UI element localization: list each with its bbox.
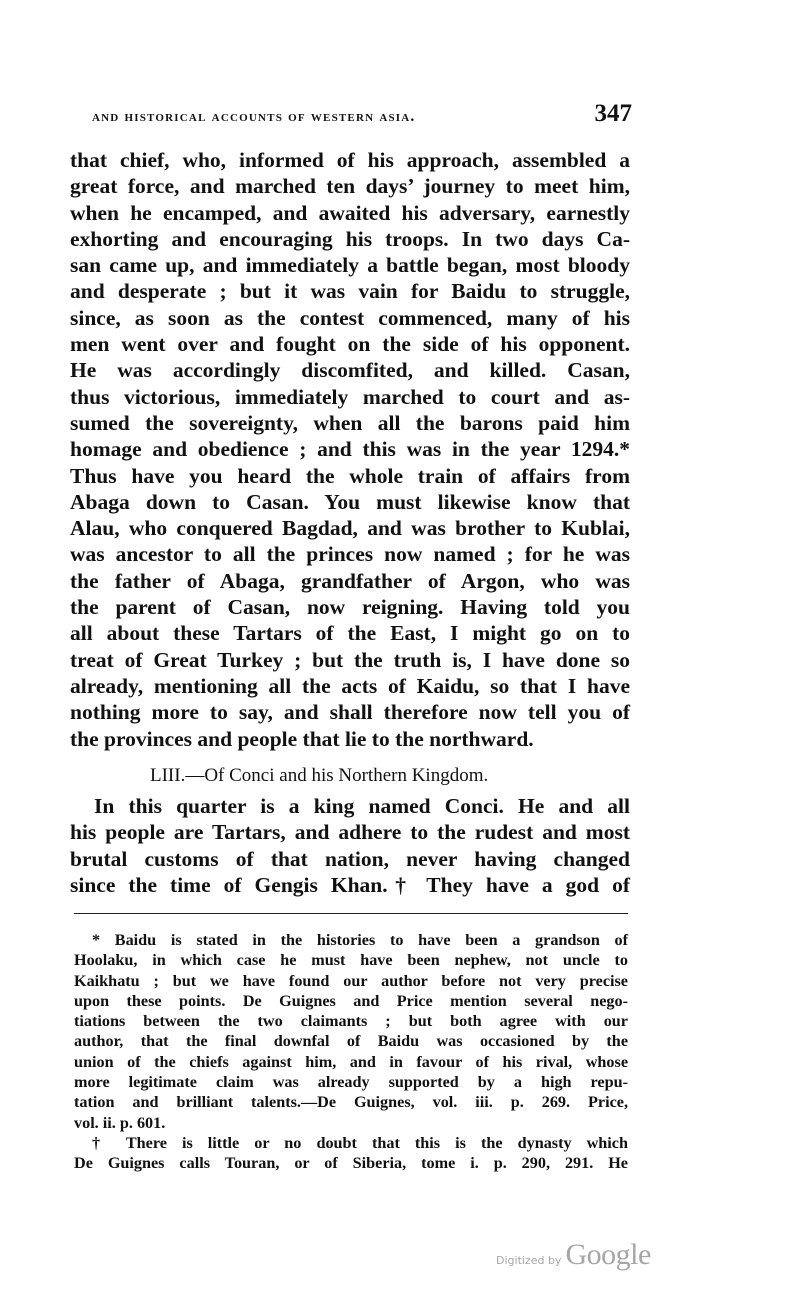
footnote-line: upon these points. De Guignes and Price mention several nego- (74, 991, 628, 1010)
text-line: In this quarter is a king named Conci. He and all (94, 794, 630, 818)
footnote-line: union of the chiefs against him, and in favour of his rival, whose (74, 1052, 628, 1071)
text-line: that chief, who, informed of his approach, assembled a (70, 148, 630, 172)
text-line: He was accordingly discomfited, and killed. Casan, (70, 358, 630, 383)
text-line: Abaga down to Casan. You must likewise know that (70, 489, 630, 514)
text-line: nothing more to say, and shall therefore now tell you of (70, 700, 630, 725)
text-line: san came up, and immediately a battle began, most bloody (70, 253, 630, 278)
text-line: great force, and marched ten days’ journey to meet him, (70, 174, 630, 199)
watermark-prefix: Digitized by (496, 1254, 562, 1267)
footnote-line: † There is little or no doubt that this is the dynasty which (92, 1133, 628, 1152)
text-line: exhorting and encouraging his troops. In two days Ca- (70, 226, 630, 251)
text-line: all about these Tartars of the East, I might go on to (70, 621, 630, 646)
running-head: and historical accounts of western asia. (92, 108, 416, 125)
text-line: Alau, who conquered Bagdad, and was brother to Kublai, (70, 516, 630, 541)
text-line: the parent of Casan, now reigning. Having told you (70, 595, 630, 620)
text-line: the father of Abaga, grandfather of Argon, who was (70, 568, 630, 593)
text-line: brutal customs of that nation, never having changed (70, 846, 630, 871)
page-header (92, 100, 632, 128)
footnote-line: author, that the final downfal of Baidu was occasioned by the (74, 1032, 628, 1051)
footnote-dagger (74, 1133, 628, 1174)
text-line: sumed the sovereignty, when all the barons paid him (70, 410, 630, 435)
footnote-line: tation and brilliant talents.—De Guignes, vol. iii. p. 269. Price, (74, 1093, 628, 1112)
text-line: the provinces and people that lie to the northward. (70, 726, 534, 751)
footnote-asterisk (74, 930, 628, 1133)
footnote-line: vol. ii. p. 601. (74, 1113, 166, 1132)
footnotes (74, 930, 628, 1174)
text-line: when he encamped, and awaited his adversary, earnestly (70, 200, 630, 225)
chapter-heading: LIII.—Of Conci and his Northern Kingdom. (150, 765, 489, 786)
text-line: was ancestor to all the princes now named ; for he was (70, 542, 630, 567)
text-line: and desperate ; but it was vain for Baidu to struggle, (70, 279, 630, 304)
google-logo: Google (565, 1238, 651, 1271)
text-line: since the time of Gengis Khan.† They have a god of (70, 872, 630, 897)
footnote-line: more legitimate claim was already supported by a high repu- (74, 1073, 628, 1092)
footnote-line: * Baidu is stated in the histories to have been a grandson of (92, 931, 628, 949)
text-line: thus victorious, immediately marched to court and as- (70, 384, 630, 409)
text-line: Thus have you heard the whole train of affairs from (70, 463, 630, 488)
footnote-line: Kaikhatu ; but we have found our author before not very precise (74, 971, 628, 990)
text-line: men went over and fought on the side of his opponent. (70, 332, 630, 357)
footnote-line: Hoolaku, in which case he must have been nephew, not uncle to (74, 951, 628, 970)
body-paragraph-2 (70, 793, 630, 898)
text-line: treat of Great Turkey ; but the truth is, I have done so (70, 647, 630, 672)
footnote-line: tiations between the two claimants ; but both agree with our (74, 1012, 628, 1031)
body-paragraph-1 (70, 147, 630, 752)
page-number: 347 (594, 100, 632, 127)
text-line: his people are Tartars, and adhere to the rudest and most (70, 820, 630, 845)
footnote-divider (74, 913, 628, 914)
text-line: since, as soon as the contest commenced, many of his (70, 305, 630, 330)
digitized-watermark (496, 1238, 651, 1272)
text-line: already, mentioning all the acts of Kaidu, so that I have (70, 673, 630, 698)
footnote-line: De Guignes calls Touran, or of Siberia, tome i. p. 290, 291. He (74, 1154, 628, 1173)
text-line: homage and obedience ; and this was in the year 1294.* (70, 437, 630, 462)
